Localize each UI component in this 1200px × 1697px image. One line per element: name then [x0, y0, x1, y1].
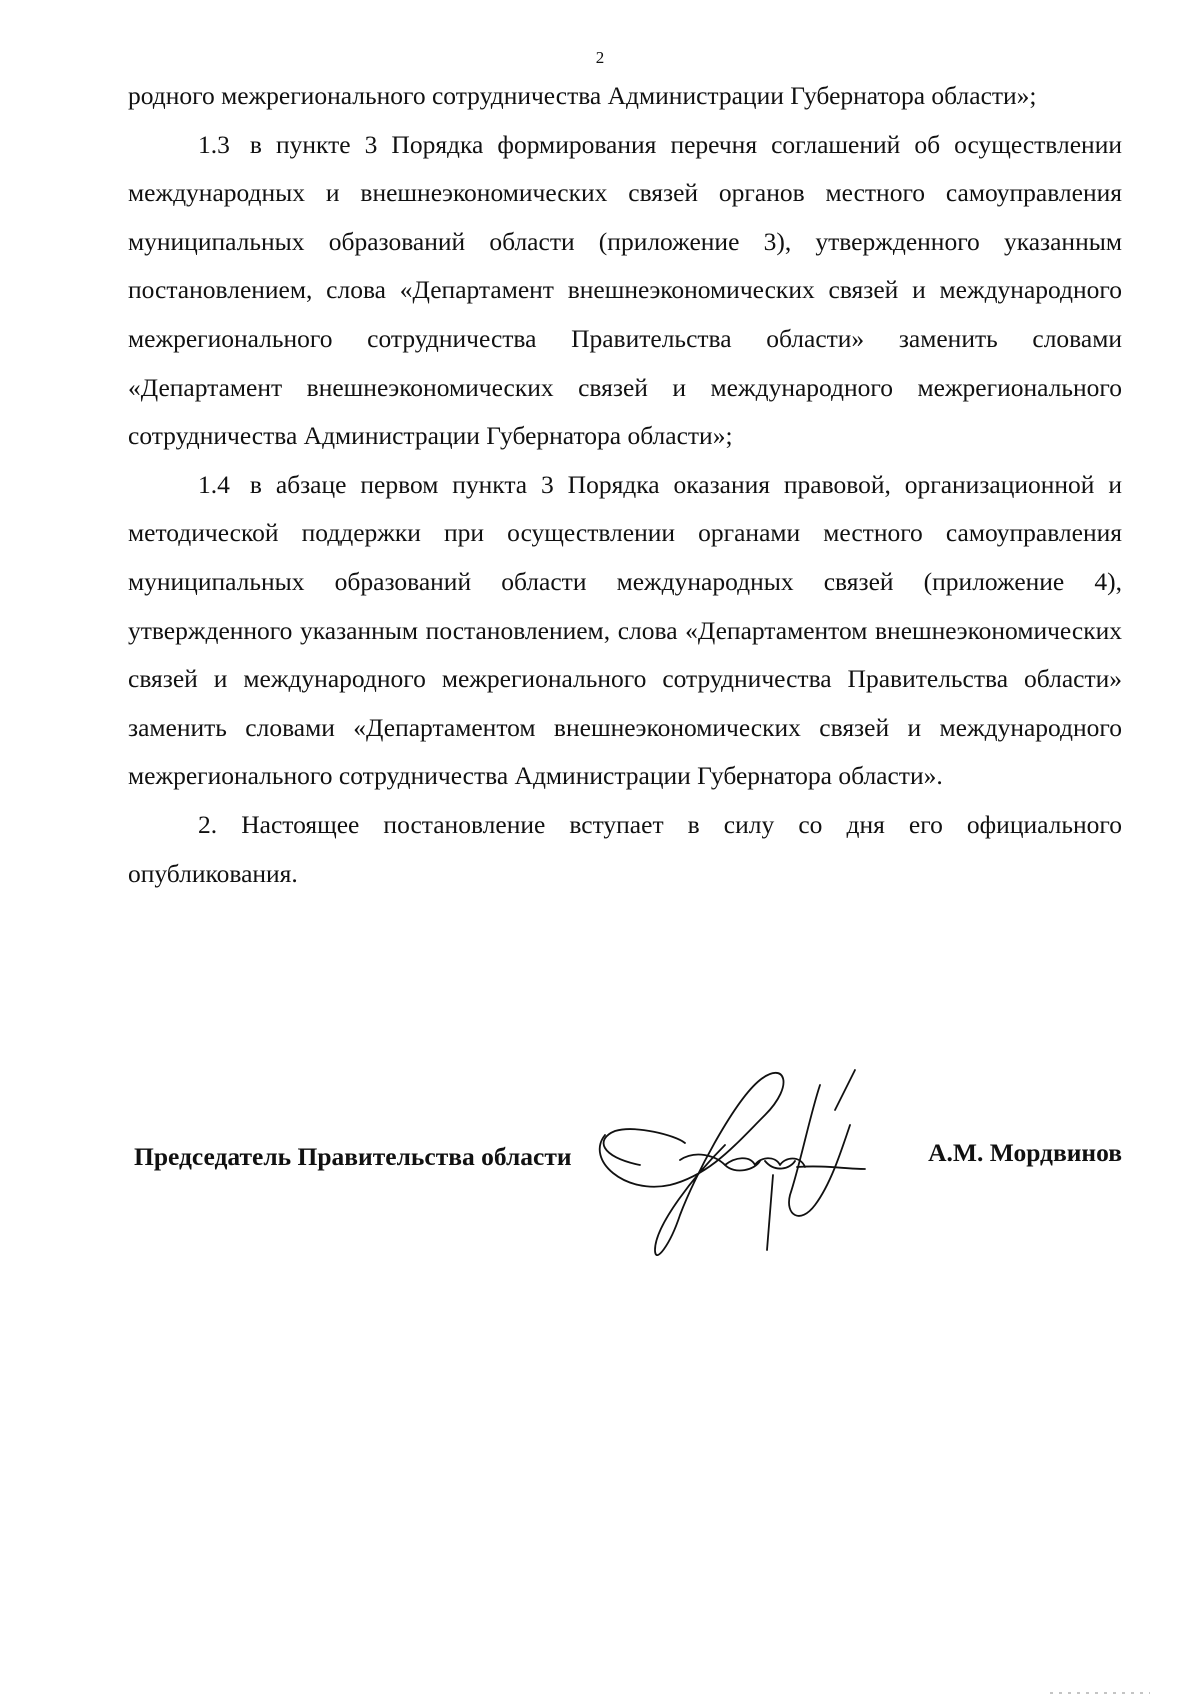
- item-text: в пункте 3 Порядка формирования перечня соглашений об осуществлении международных и внешнеэкономических связей органов местного самоуправления муниципальных образований области (приложение 3), утвержденного указанным постановлением, слова «Департамент внешнеэкономических связей и международного межрегионального сотрудничества Правительства области» заменить словами «Департамент внешнеэкономических связей и международного межрегионального сотрудничества Администрации Губернатора области»;: [128, 129, 1122, 451]
- paragraph-item-1-4: [128, 461, 1122, 801]
- item-number: 1.3: [198, 129, 230, 159]
- page-number: 2: [595, 48, 605, 67]
- item-text: в абзаце первом пункта 3 Порядка оказания правовой, организационной и методической поддержки при осуществлении органами местного самоуправления муниципальных образований области международных связей (приложение 4), утвержденного указанным постановлением, слова «Департаментом внешнеэкономических связей и международного межрегионального сотрудничества Правительства области» заменить словами «Департаментом внешнеэкономических связей и международного межрегионального сотрудничества Администрации Губернатора области».: [128, 469, 1122, 791]
- paragraph-item-2: 2. Настоящее постановление вступает в силу со дня его официального опубликования.: [128, 809, 1122, 888]
- handwritten-signature-icon: [585, 1065, 925, 1280]
- item-number: 1.4: [198, 469, 230, 499]
- paragraph-continuation: родного межрегионального сотрудничества Администрации Губернатора области»;: [128, 81, 1037, 110]
- scan-artifact: [1040, 1683, 1160, 1697]
- signer-name: А.М. Мордвинов: [928, 1138, 1122, 1167]
- document-body: [128, 72, 1122, 898]
- paragraph-item-1-3: [128, 121, 1122, 461]
- signer-title: Председатель Правительства области: [134, 1142, 572, 1171]
